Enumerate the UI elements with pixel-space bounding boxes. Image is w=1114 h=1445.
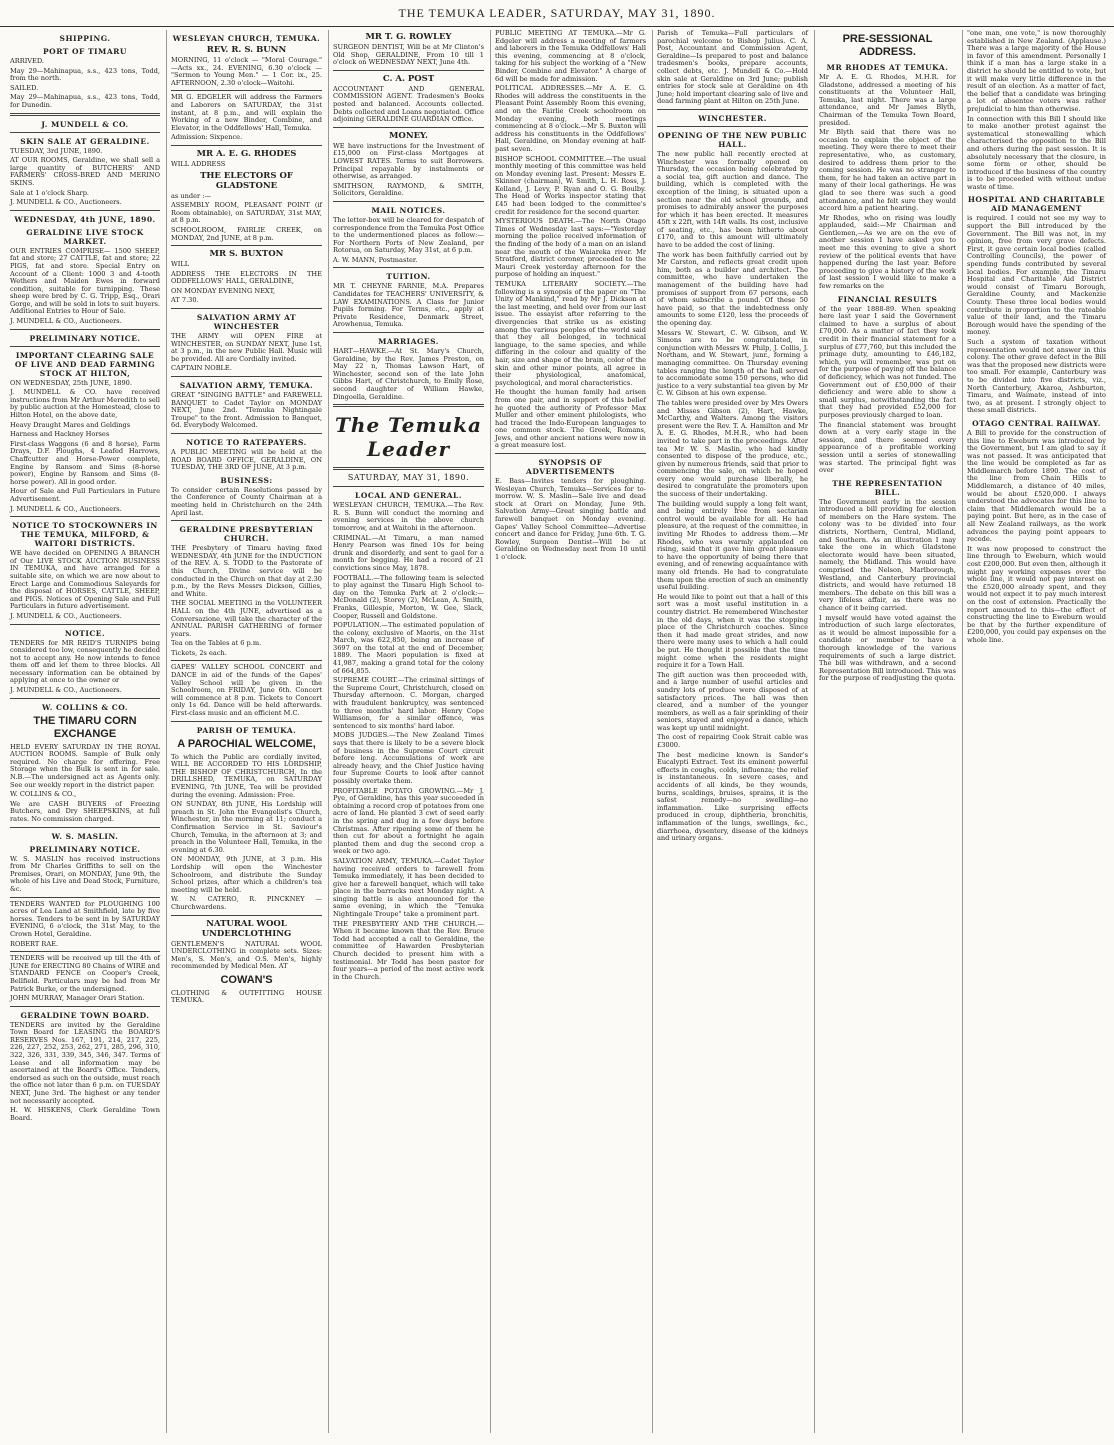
financial-heading: FINANCIAL RESULTS: [837, 294, 938, 304]
local-item-7: PROFITABLE POTATO GROWING.—Mr J. Pye, of Geraldine, has this year succeeded in obtaining a record crop of potatoes from one acre of land. He planted 3 cwt of seed early in the spring and dug in a few days before Christmas. After ripening some of them he then cut for about a fortnight he again planted them and dug the second crop a week or two ago.: [333, 786, 484, 856]
prelim-heading: PRELIMINARY NOTICE.: [29, 333, 141, 343]
turnip-heading: NOTICE.: [64, 628, 106, 638]
paper-title: The Temuka Leader: [335, 413, 482, 462]
synopsis-continued: Parish of Temuka—Full particulars of parochial welcome to Bishop Julius. C. A. Post, Accountant and Commission Agent, Geraldine—Is prepared to post and balance tradesmen's books, prepare accounts, collect debts, etc. J. Mundell & Co.—Hold skin sale at Geraldine on 3rd June; publish entries for stock sale at Geraldine on 4th June; hold important clearing sale of live and dead farming plant at Hilton on 25th June.: [657, 30, 809, 106]
money-body: WE have instructions for the Investment of £15,000 on First-class Mortgages at LOWEST RATES. Terms to suit Borrowers. Principal repayable by instalments or otherwise, as arranged.: [333, 141, 484, 181]
masthead-title: THE TEMUKA LEADER, SATURDAY, MAY 31, 1890.: [398, 6, 716, 20]
tuition-body: MR T. CHEYNE FARNIE, M.A. Prepares Candidates for TEACHERS' UNIVERSITY, & LAW EXAMINATIONS. A Class for Junior Pupils forming. For Terms, etc., apply at Private Residence, Denmark Street, Arowhenua, Temuka.: [333, 282, 484, 329]
public-meeting-item: PUBLIC MEETING AT TEMUKA.—Mr G. Edgeler will address a meeting of farmers and laborers in the Temuka Oddfellows' Hall this evening, commencing at 8 o'clock, taking for his subject the working of a "New Binder, Combine and Elevator." A charge of 6d will be made for admission.: [495, 30, 646, 83]
hall-paragraph-1: The new public hall recently erected at Winchester was formally opened on Thursday, the occasion being celebrated by a social tea, gift auction and dance. The building, which is completed with the exception of the lining, is situated upon a section near the old school grounds, and promises to admirably answer the purposes for which it has been erected. It measures 45ft x 22ft, with 14ft walls. Its cost, inclusive of seating, etc., has been hitherto about £170, and to this amount will ultimately have to be added the cost of lining.: [657, 149, 808, 250]
hall-heading: OPENING OF THE NEW PUBLIC HALL.: [658, 130, 807, 149]
otago-heading: OTAGO CENTRAL RAILWAY.: [972, 418, 1101, 428]
buxton-name: MR S. BUXTON: [209, 249, 284, 260]
parish-heading: PARISH OF TEMUKA.: [196, 725, 297, 735]
wire-signature: JOHN MURRAY, Manager Orari Station.: [10, 994, 145, 1003]
local-item-3: FOOTBALL.—The following team is selected to play against the Timaru High School to-day on the Temuka Park at 2 o'clock:—McDonald (2), Storey (2), McLean, A. Smith, Franks, Gillespie, Morton, W. Gee, Slack, Cooper, Russell and Goldstone.: [333, 573, 484, 620]
col7-paragraph-2: In connection with this Bill I should like to make another protest against the systematical stonewalling which characterised the opposition to the Bill and others during the past session. It is absolutely necessary that the closure, in some form or other, should be introduced if the business of the country is to be proceeded with without undue waste of time.: [967, 114, 1106, 191]
buxton-on: ON MONDAY EVENING NEXT,: [171, 286, 276, 295]
maslin-heading: W. S. MASLIN.: [51, 831, 119, 841]
hospital-heading: HOSPITAL AND CHARITABLE AID MANAGEMENT: [967, 195, 1106, 214]
hall-paragraph-8: The cost of repairing Cook Strait cable was £3000.: [657, 733, 808, 750]
sunday-body: ON SUNDAY, 8th JUNE, His Lordship will preach in St. John the Evangelist's Church, Winchester, in the morning at 11; conduct a Confirmation Service in St. Saviour's Church, Temuka, in the afternoon at 3; and preach in the Volunteer Hall, Temuka, in the evening at 6.30.: [171, 800, 322, 854]
stockowners-signature: J. MUNDELL & CO., Auctioneers.: [10, 611, 122, 620]
board-signature: H. W. HISKENS, Clerk Geraldine Town Board.: [10, 1106, 160, 1122]
implements-line: First-class Waggons (6 and 8 horse), Farm Drays, D.F. Ploughs, 4 Leafed Harrows, Chaffcutter and Horse-Power complete, Engine by Ransom and Sims (8-horse power), Engine by Ransom and Sims (8-horse power). All in good order.: [10, 439, 160, 486]
horses-line: Heavy Draught Mares and Geldings: [10, 420, 131, 429]
stock-signature: J. MUNDELL & CO., Auctioneers.: [10, 317, 122, 326]
presbyterian-tickets: Tickets, 2s each.: [171, 648, 227, 657]
salvation-winchester-heading: SALVATION ARMY AT WINCHESTER: [196, 313, 297, 332]
salvation-winchester-signature: CAPTAIN NOBLE.: [171, 364, 232, 373]
salvation-winchester-body: THE ARMY will OPEN FIRE at WINCHESTER, on SUNDAY NEXT, June 1st, at 3 p.m., in the new Public Hall. Music will be provided. All are Cordially invited.: [171, 332, 322, 363]
buxton-time: AT 7.30.: [171, 296, 199, 305]
money-heading: MONEY.: [389, 130, 428, 141]
local-heading: LOCAL AND GENERAL.: [355, 491, 462, 501]
paper-date: SATURDAY, MAY 31, 1890.: [347, 473, 470, 483]
hall-paragraph-4: The tables were presided over by Mrs Owers and Misses Gibson (2), Hart, Hawke, McCarthy, and Walters. Among the visitors present were the Rev. T. A. Hamilton and Mr A. E. G. Rhodes, M.H.R., who had been invited to take part in the proceedings. After tea Mr W. S. Maslin, who had kindly consented to dispose of the produce, etc., given by numerous friends, said that prior to commencing the sale, on which he hoped every one would purchase liberally, he desired to congratulate the promoters upon the success of their undertaking.: [657, 398, 808, 499]
shipping-heading: SHIPPING.: [59, 34, 111, 43]
ploughing-body: TENDERS WANTED for PLOUGHING 100 acres of Lea Land at Smithfield, late by five horses. Tenders to be sent in by SATURDAY EVENING, 6 o'clock, the 31st May, to the Crown Hotel, Geraldine.: [10, 899, 160, 938]
col7-paragraph-4: Such a system of taxation without representation would not answer in this colony. The other grave defect in the Bill was that the proposed new districts were too small. For example, Canterbury was to be divided into five districts, viz., North Canterbury, Akaroa, Ashburton, Timaru, and Waimate, instead of into two, as at present. I strongly object to these small districts.: [967, 337, 1106, 415]
mysterious-item: MYSTERIOUS DEATH.—The North Otago Times of Wednesday last says:—"Yesterday morning the police received information of the finding of the body of a man on an island near the mouth of the Waiareka river. Mr Stratford, district coroner, proceeded to the Mauri Creek yesterday afternoon for the purpose of holding an inquest.": [495, 217, 646, 279]
presessional-paragraph-5: The financial statement was brought down at a very early stage in the session, and there seemed every appearance of a profitable working session until a series of stonewalling was started. The principal fight was over: [819, 420, 956, 475]
maslin-prelim: PRELIMINARY NOTICE.: [29, 844, 141, 854]
clearing-body: J. MUNDELL & CO. have received instructions from Mr Arthur Meredith to sell by public auction at the Homestead, close to Hilton Hotel, on the above date,: [10, 388, 160, 420]
literary-item-2: He thought the human family had arisen from one pair, and in support of this belief he quoted the authority of Professor Max Muller and other eminent philologists, who had traced the Indo-European languages to one common stock. The Greek, Romans, Jews, and other ancient nations were now in a great measure lost.: [495, 388, 646, 450]
collins-heading: W. COLLINS & CO.: [42, 702, 128, 712]
turnip-body: TENDERS for MR REID'S TURNIPS being considered too low, consequently he decided not to accept any. He now intends to fence them off and let them to three blocks. All necessary information can be obtained by applying at once to the owner or: [10, 638, 160, 685]
wesleyan-rev: REV. R. S. BUNN: [206, 45, 287, 55]
winchester-heading: WINCHESTER.: [698, 113, 767, 123]
rowley-heading: MR T. G. ROWLEY: [365, 32, 452, 42]
collins-body: We are CASH BUYERS of Freezing Butchers, and Dry SHEEPSKINS, at full rates. No commission charged.: [10, 799, 160, 823]
hall-paragraph-9: The best medicine known is Sander's Eucalypti Extract. Test its eminent powerful effects in coughs, colds, influenza; the relief is instantaneous. In severe cases, and accidents of all kinds, be they wounds, burns, scaldings, bruises, sprains, it is the safest remedy—no swelling—no inflammation. Like surprising effects produced in croup, diphtheria, bronchitis, inflammation of the lungs, swellings, &c., diarrhoea, dysentery, disease of the kidneys and urinary organs.: [657, 750, 808, 843]
column-7: [962, 30, 1110, 1433]
bishop-item: BISHOP SCHOOL COMMITTEE.—The usual monthly meeting of this committee was held on Monday evening last. Present: Messrs E. Skinner (chairman), W. Smith, L. H. Ross, J. Kelland, J. Levy, P. Ryan and O. G. Boulby. The Head of Works inspector stating that £45 had been lodged to the committee's credit for residence for the second quarter.: [495, 154, 646, 216]
hall-paragraph-2: The work has been faithfully carried out by Mr Carston, and reflects great credit upon him, both as a builder and architect. The committee, who have undertaken the management of the building have had promises of support from 67 persons, each of whom subscribe a pound. Of these 50 have paid, so that the indebtedness only amounts to some £120, less the proceeds of the opening day.: [657, 250, 808, 327]
welcome-body: To which the Public are cordially invited, WILL BE ACCORDED TO HIS LORDSHIP, THE BISHOP OF CHRISTCHURCH, In the DRILLSHED, TEMUKA, on SATURDAY EVENING, 7th JUNE, Tea will be provided during the evening. Admission: Free.: [171, 752, 322, 799]
presbyterian-social: THE SOCIAL MEETING in the VOLUNTEER HALL on the 4th JUNE, advertised as a Conversazione, will take the character of the ANNUAL PARISH GATHERING of former years.: [171, 599, 322, 638]
presessional-paragraph-3: Mr Rhodes, who on rising was loudly applauded, said:—Mr Chairman and Gentlemen,—As we are on the eve of another session I have asked you to meet me this evening to give a short review of the political events that have happened during the last year. Before proceeding to give a history of the work of last session I would like to make a few remarks on the: [819, 213, 956, 291]
wire-body: TENDERS will be received up till the 4th of JUNE for ERECTING 80 Chains of WIRE and STANDARD FENCE on Cooper's Creek, Bellfield. Particulars may be had from Mr Patrick Burke, or the undersigned.: [10, 954, 161, 993]
clearing-heading: IMPORTANT CLEARING SALE OF LIVE AND DEAD FARMING STOCK AT HILTON,: [14, 350, 156, 378]
board-heading: GERALDINE TOWN BOARD.: [20, 1010, 150, 1020]
presessional-paragraph-4: of the year 1888-89. When speaking here last year I said the Government claimed to have a surplus of about £70,000. As a matter of fact they took credit in their financial statement for a surplus of £77,760, but this included the primage duty, amounting to £46,182, which, you will remember, was put on for the purpose of paying off the balance of deficiency, which was not funded. The Government out of £50,000 of their deficiency and were able to show a small surplus, notwithstanding the fact that they had provided £52,000 for purposes previously charged to loan.: [819, 304, 956, 419]
stock-body: OUR ENTRIES COMPRISE— 1500 SHEEP, fat and store; 27 CATTLE, fat and store; 22 PIGS, fat and store. Special Entry on Account of a Client: 1000 3 and 4-tooth Wethers and Maiden Ewes in forward condition, suitable for turnipping. These sheep were bred by C. G. Tripp, Esq., Orari Gorge, and will be sold in lots to suit buyers. Additional Entries to Hour of Sale.: [10, 246, 160, 316]
clearing-date: ON WEDNESDAY, 25th JUNE, 1890.: [10, 378, 132, 387]
rhodes-venue-1: ASSEMBLY ROOM, PLEASANT POINT (if Room obtainable), on SATURDAY, 31st MAY, at 8 p.m.: [171, 201, 322, 225]
collins-name: W. COLLINS & CO.,: [10, 790, 77, 799]
skin-sale-signature: J. MUNDELL & CO., Auctioneers.: [10, 198, 122, 207]
local-item-2: CRIMINAL.—At Timaru, a man named Henry Pearson was fined 10s for being drunk and disorderly, and sent to gaol for a month for begging. He had a record of 21 convictions since May, 1878.: [333, 533, 484, 572]
stock-heading: GERALDINE LIVE STOCK MARKET.: [26, 227, 144, 246]
synopsis-body: E. Bass—Invites tenders for ploughing. Wesleyan Church, Temuka—Services for to-morrow. W. S. Maslin—Sale live and dead stock at Orari on Monday, June 9th. Salvation Army—Great singing battle and farewell banquet on Monday evening. Gapes' Valley School Committee—Advertise concert and dance for Friday, June 6th. T. G. Rowley, Surgeon Dentist—Will be at Geraldine on Wednesday next from 10 until 1 o'clock.: [495, 477, 646, 561]
col7-paragraph-5: A Bill to provide for the construction of this line to Eweburn was introduced by the Government, but I am glad to say it was not passed. It was anticipated that the line would be completed as far as Middlemarch before 1890. The cost of the line from Chain Hills to Middlemarch, a distance of 40 miles, would be about £520,000. I always understood the advocates for this line to claim that Middlemarch would be a paying point. But here, as in the case of all New Zealand railways, as the work advances the paying point appears to recede.: [967, 428, 1106, 544]
mail-body: The letter-box will be cleared for despatch of correspondence from the Temuka Post Office to the undermentioned places as follow:— For Northern Ports of New Zealand, per Rotorua, on Saturday, May 31st, at 6 p.m.: [333, 215, 484, 255]
wool-heading: NATURAL WOOL UNDERCLOTHING: [201, 918, 292, 939]
rhodes-venue-2: SCHOOLROOM, FAIRLIE CREEK, on MONDAY, 2nd JUNE, at 8 p.m.: [171, 225, 322, 242]
column-5: [652, 30, 812, 1433]
harness-line: Harness and Hackney Horses: [10, 430, 110, 439]
cowan-heading: COWAN'S: [220, 973, 273, 986]
board-body: TENDERS are invited by the Geraldine Town Board for LEASING the BOARD'S RESERVES Nos. 167, 191, 214, 217, 225, 226, 227, 252, 253, 262, 271, 285, 296, 310, 322, 326, 331, 339, 345, 346, 347. Terms of Lease and all information may be ascertained at the Board's Office. Tenders, endorsed as such on the outside, must reach the office not later than 6 p.m. on TUESDAY NEXT, June 3rd. The highest or any tender not necessarily accepted.: [10, 1020, 160, 1105]
rowley-body: SURGEON DENTIST, Will be at Mr Clinton's Old Shop, GERALDINE, From 10 till 1 o'clock on WEDNESDAY NEXT, June 4th.: [333, 43, 484, 67]
presessional-paragraph-7: I myself would have voted against the introduction of such large electorates, as it would be almost impossible for a candidate or member to have a thorough knowledge of the various requirements of such a large district. The bill was withdrawn, and a second Representation Bill introduced. This was for the purpose of readjusting the quota.: [819, 613, 956, 683]
col7-paragraph-3: is required. I could not see my way to support the Bill introduced by the Government. The Bill was not, in my opinion, free from very grave defects. First, it gave certain local bodies (called Controlling Councils), the power of spending funds contributed by several local bodies. For example, the Timaru Hospital and Charitable Aid District would consist of Timaru Borough, Geraldine County, and Mackenzie County. These three local bodies would contribute in proportion to the rateable value of their land, and the Timaru Borough would have the spending of the money.: [967, 214, 1106, 337]
corn-exchange-body: HELD EVERY SATURDAY IN THE ROYAL AUCTION ROOMS. Sample of Bulk only required. No charge for offering. Free Storage when the Bulk is sent in for sale. N.B.—The undersigned act as Agents only. See our weekly report in the district paper.: [10, 742, 160, 789]
wool-body: GENTLEMEN'S NATURAL WOOL UNDERCLOTHING in complete sets. Sizes: Men's, S. Men's, and O.S. Men's, highly recommended by Medical Men. AT: [171, 939, 322, 971]
tuition-heading: TUITION.: [386, 272, 431, 282]
gapes-body: GAPES' VALLEY SCHOOL CONCERT and DANCE in aid of the funds of the Gapes' Valley School will be given in the Schoolroom, on FRIDAY, June 6th. Concert will commence at 8 p.m. Tickets to Concert only 1s 6d. Dance will be held afterwards. First-class music and an efficient M.C.: [171, 663, 322, 718]
ploughing-signature: ROBERT RAE.: [10, 939, 59, 948]
cowan-sub: CLOTHING & OUTFITTING HOUSE TEMUKA.: [171, 988, 322, 1005]
political-item: POLITICAL ADDRESSES.—Mr A. E. G. Rhodes will address the constituents in the Pleasant Point Assembly Room this evening, and on the Fairlie Creek schoolroom on Monday evening, both meetings commencing at 8 o'clock.—Mr S. Buxton will address his constituents in the Oddfellows' Hall, Geraldine, on Monday evening at half-past seven.: [495, 84, 646, 153]
col7-paragraph-1: "one man, one vote," is now thoroughly established in New Zealand. (Applause.) There was a large majority of the House in favor of this amendment. Personally I think if a man has a large stake in a district he should be entitled to vote, but it will make very little difference in the result of an election. As a matter of fact, the belief that a candidate was bringing a lot of absentee voters was rather prejudicial to him than otherwise.: [967, 30, 1106, 113]
hall-paragraph-5: The building would supply a long felt want, and being entirely free from sectarian control would be available for all. He had pleasure, at the request of the committee, in inviting Mr Rhodes to address them.—Mr Rhodes, who was warmly applauded on rising, said that it gave him great pleasure to have the opportunity of being there that evening, and of renewing acquaintance with many old friends. He had to congratulate them upon the erection of such an eminently useful building.: [657, 499, 808, 592]
presessional-paragraph-1: Mr A. E. G. Rhodes, M.H.R. for Gladstone, addressed a meeting of his constituents at the Volunteer Hall, Temuka, last night. There was a large attendance, and Mr James Blyth, Chairman of the Temuka Town Board, presided.: [819, 73, 956, 127]
edgeler-body: MR G. EDGELER will address the Farmers and Laborers on SATURDAY, the 31st instant, at 8 p.m., and will explain the Working of a new Binder, Combine, and Elevator, in the Oddfellows' Hall, Temuka.: [171, 93, 322, 132]
column-6: [814, 30, 960, 1433]
local-item-6: MOBS JUDGES.—The New Zealand Times says that there is likely to be a severe block of business in the Supreme Court circuit before long. Accumulations of work are already heavy, and the Chief Justice having four Supreme Courts to look after cannot possibly overtake them.: [333, 731, 484, 785]
column-4: [490, 30, 650, 1433]
mail-signature: A. W. MANN, Postmaster.: [333, 255, 418, 264]
hall-paragraph-3: Messrs W. Stewart, C. W. Gibson, and W. Simons are to be congratulated, in conjunction with Messrs W. Philp, J. Collis, J. Northam, and W. Stewart, junr., forming a managing committee. On Thursday evening tables ranging the length of the hall served to accommodate some 150 persons, who did justice to a very substantial tea given by Mr C. W. Gibson at his own expense.: [657, 328, 808, 398]
masthead: [0, 0, 1114, 27]
synopsis-heading: SYNOPSIS OF ADVERTISEMENTS: [526, 458, 615, 477]
local-item-8: SALVATION ARMY, TEMUKA.—Cadet Taylor having received orders to farewell from Temuka immediately, it has been decided to give her a farewell banquet, which will take place in the barracks next Monday night. A singing battle is also announced for the same evening, in which the "Temuka Nightingale Troupe" take a prominent part.: [333, 856, 484, 919]
rhodes-name: MR A. E. G. RHODES: [196, 148, 297, 159]
business-body: To consider certain Resolutions passed by the Conference of County Chairman at a meeting held in Christchurch on the 24th April last.: [171, 485, 322, 517]
mail-heading: MAIL NOTICES.: [371, 205, 446, 215]
apost-heading: C. A. POST: [382, 73, 435, 84]
column-2: [166, 30, 326, 1433]
salvation-temuka-body: GREAT "SINGING BATTLE" and FAREWELL BANQUET to Cadet Taylor on MONDAY NEXT, June 2nd. "Temuka Nightingale Troupe" to the front. Admission to Banquet, 6d. Everybody Welcomed.: [171, 391, 322, 430]
sailed-text: May 29—Mahinapua, s.s., 423 tons, Todd, for Dunedin.: [10, 93, 160, 109]
stock-date: WEDNESDAY, 4th JUNE, 1890.: [14, 214, 156, 224]
wesleyan-heading: WESLEYAN CHURCH, TEMUKA.: [172, 34, 321, 43]
terms-line: Hour of Sale and Full Particulars in Future Advertisement.: [10, 487, 160, 503]
arrived-text: May 29—Mahinapua, s.s., 423 tons, Todd, from the north.: [10, 66, 160, 83]
literary-item: TEMUKA LITERARY SOCIETY.—The following is a synopsis of the paper on "The Unity of Mankind," read by Mr J. Dickson at the last meeting, and held over from our last issue. The essayist after referring to the divergencies that strike us as existing among the various peoples of the world said that they all belonged, in technical language, to the same species, and while differing in the colour and quality of the hair, size and shape of the brain, color of the skin and other minor points, all agree in their physiological, anatomical, psychological, and moral characteristics.: [495, 280, 646, 387]
presessional-subtitle: MR RHODES AT TEMUKA.: [826, 63, 949, 72]
local-item-1: WESLEYAN CHURCH, TEMUKA.—The Rev. R. S. Bunn will conduct the morning and evening services in the above church tomorrow, and at Waitohi in the afternoon.: [333, 501, 484, 532]
business-heading: BUSINESS:: [220, 475, 273, 485]
skin-sale-time: Sale at 1 o'clock Sharp.: [10, 188, 90, 197]
presessional-paragraph-6: The Government early in the session introduced a bill providing for election of members on the Hare system. The colony was to be divided into four districts, Northern, Central, Midland, and Southern. As an illustration I may take the one in which Gladstone electorate would have been situated, namely, the Midland. This would have comprised the Nelson, Marlborough, Westland, and Canterbury provincial districts, and would have returned 18 members. The debate on this bill was a very lifeless affair, as there was no chance of it being carried.: [819, 497, 956, 612]
rhodes-electors: THE ELECTORS OF GLADSTONE: [200, 170, 293, 191]
skin-sale-body: AT OUR ROOMS, Geraldine, we shall sell a large quantity of BUTCHERS' AND FARMERS' CROSS-BRED AND MERINO SKINS.: [10, 156, 160, 187]
port-heading: PORT OF TIMARU: [43, 47, 127, 56]
money-signature: SMITHSON, RAYMOND, & SMITH, Solicitors, Geraldine.: [333, 181, 484, 198]
column-3: [328, 30, 488, 1433]
presessional-title: PRE-SESSIONAL ADDRESS.: [842, 33, 933, 58]
local-item-4: POPULATION.—The estimated population of the colony, exclusive of Maoris, on the 31st March, was 622,850, being an increase of 3697 on the total at the end of December, 1889. The Maori population is fixed at 41,987, making a grand total for the colony of 664,855.: [333, 621, 484, 675]
corn-exchange-heading: THE TIMARU CORN EXCHANGE: [33, 714, 137, 740]
church-signature: W. N. CATERO, R. PINCKNEY — Churchwardens.: [171, 895, 322, 911]
presbyterian-body: THE Presbytery of Timaru having fixed WEDNESDAY, 4th JUNE for the INDUCTION of the REV. A. S. TODD to the Pastorate of this Church, Divine service will be conducted in the Church on that day at 2.30 p.m., by the Revs Messrs Dickson, Gillies, and White.: [171, 544, 322, 598]
local-item-5: SUPREME COURT.—The criminal sittings of the Supreme Court, Christchurch, closed on Thursday afternoon. C. Morgan, charged with fraudulent bankruptcy, was sentenced to three months' hard labor. Henry Cope Williamson, for a similar offence, was sentenced to six months' hard labor.: [333, 676, 484, 730]
buxton-address: ADDRESS THE ELECTORS IN THE ODDFELLOWS' HALL, GERALDINE,: [171, 269, 322, 286]
mundell-heading: J. MUNDELL & CO.: [41, 119, 129, 129]
clearing-signature: J. MUNDELL & CO., Auctioneers.: [10, 504, 122, 513]
stockowners-heading: NOTICE TO STOCKOWNERS IN THE TEMUKA, MILFORD, & WAITORI DISTRICTS.: [12, 521, 158, 549]
stockowners-body: WE have decided on OPENING A BRANCH of Our LIVE STOCK AUCTION BUSINESS IN TEMUKA, and have arranged for a suitable site, on which we are now about to Erect Large and Commodious Saleyards for the disposal of HORSES, CATTLE, SHEEP, and PIGS. Notices of Opening Sale and Full Particulars in future advertisement.: [10, 549, 160, 611]
presbyterian-heading: GERALDINE PRESBYTERIAN CHURCH.: [179, 525, 314, 544]
turnip-signature: J. MUNDELL & CO., Auctioneers.: [10, 686, 122, 695]
column-1: [6, 30, 164, 1433]
rhodes-under: as under :—: [171, 191, 212, 200]
presbyterian-tea: Tea on the Tables at 6 p.m.: [171, 639, 262, 648]
arrived-label: ARRIVED.: [10, 57, 45, 65]
ratepayers-body: A PUBLIC MEETING will be held at the ROAD BOARD OFFICE, GERALDINE, ON TUESDAY, THE 3RD OF JUNE, At 3 p.m.: [171, 448, 322, 472]
maslin-body: W. S. MASLIN has received instructions from Mr Charles Griffiths to sell on the Premises, Orari, on MONDAY, June 9th, the whole of his Live and Dead Stock, Furniture, &c.: [10, 854, 160, 893]
salvation-temuka-heading: SALVATION ARMY, TEMUKA.: [179, 381, 314, 391]
hall-paragraph-7: The gift auction was then proceeded with, and a large number of useful articles and sundry lots of produce were disposed of at satisfactory prices. The hall was then cleared, and a number of the younger members, as well as a fair sprinkling of their seniors, stayed and enjoyed a dance, which was kept up until midnight.: [657, 670, 808, 732]
skin-sale-date: TUESDAY, 3rd JUNE, 1890.: [10, 146, 103, 155]
col7-paragraph-6: It was now proposed to construct the line through to Eweburn, which would cost £200,000. But even then, although it might pay working expenses over the whole line, it would not pay interest on the £520,000 already spent, and they would not expect it to pay much interest on the cost of extension. Practically the report amounted to this—the effect of constructing the line to Eweburn would be that by the further expenditure of £200,000, you could pay expenses on the whole line.: [967, 544, 1106, 644]
hall-paragraph-6: He would like to point out that a hall of this sort was a most useful institution in a country district. He remembered Winchester in the old days, when it was the stopping place of the Christchurch coaches. Since then it had made great strides, and now there were many uses to which a hall could be put. He thought it possible that the time might come when the residents might require it for a Town Hall.: [657, 592, 808, 670]
wesleyan-body: MORNING, 11 o'clock — "Moral Courage." —Acts xx., 24. EVENING, 6.30 o'clock — "Sermon to Young Men." — 1 Cor. ix., 25. AFTERNOON, 2.30 o'clock—Waitohi.: [171, 56, 322, 87]
marriages-heading: MARRIAGES.: [378, 337, 439, 347]
skin-sale-heading: SKIN SALE AT GERALDINE.: [20, 136, 150, 146]
apost-body: ACCOUNTANT AND GENERAL COMMISSION AGENT. Tradesmen's Books posted and balanced. Accounts collected. Debts collected and Loans negotiated. Office adjoining GERALDINE GUARDIAN Office.: [333, 84, 484, 124]
welcome-heading: A PAROCHIAL WELCOME,: [177, 737, 316, 750]
monday-body: ON MONDAY, 9th JUNE, at 3 p.m. His Lordship will open the Winchester Schoolroom, and distribute the Sunday School prizes, after which a children's tea meeting will be held.: [171, 855, 322, 894]
presessional-paragraph-2: Mr Blyth said that there was no occasion to explain the object of the meeting. They were there to meet their representative, who, as customary, desired to address them prior to the coming session. He was no stranger to them, for he had taken an active part in many of their local gatherings. He was glad to see there was such a good attendance, and he felt sure they would accord him a patient hearing.: [819, 128, 956, 213]
rhodes-will: WILL ADDRESS: [171, 159, 226, 168]
marriages-body: HART—HAWKE.—At St. Mary's Church, Geraldine, by the Rev. James Preston, on May 22 n, Thomas Lawson Hart, of Winchester, second son of the late John Gibbs Hart, of Christchurch, to Emily Rose, second daughter of William Hawke, Dingoella, Geraldine.: [333, 347, 484, 401]
sailed-label: SAILED.: [10, 83, 39, 92]
representation-heading: THE REPRESENTATION BILL.: [832, 478, 943, 497]
buxton-will: WILL: [171, 260, 190, 269]
edgeler-admission: Admission: Sixpence.: [171, 133, 243, 142]
local-item-9: THE PRESBYTERY AND THE CHURCH.—When it became known that the Rev. Bruce Todd had accepted a call to Geraldine, the committee of Hawarden Presbyterian Church decided to present him with a testimonial. Mr Todd has been pastor for four years—a period of the most active work in the Church.: [333, 919, 484, 981]
ratepayers-heading: NOTICE TO RATEPAYERS.: [186, 438, 307, 447]
